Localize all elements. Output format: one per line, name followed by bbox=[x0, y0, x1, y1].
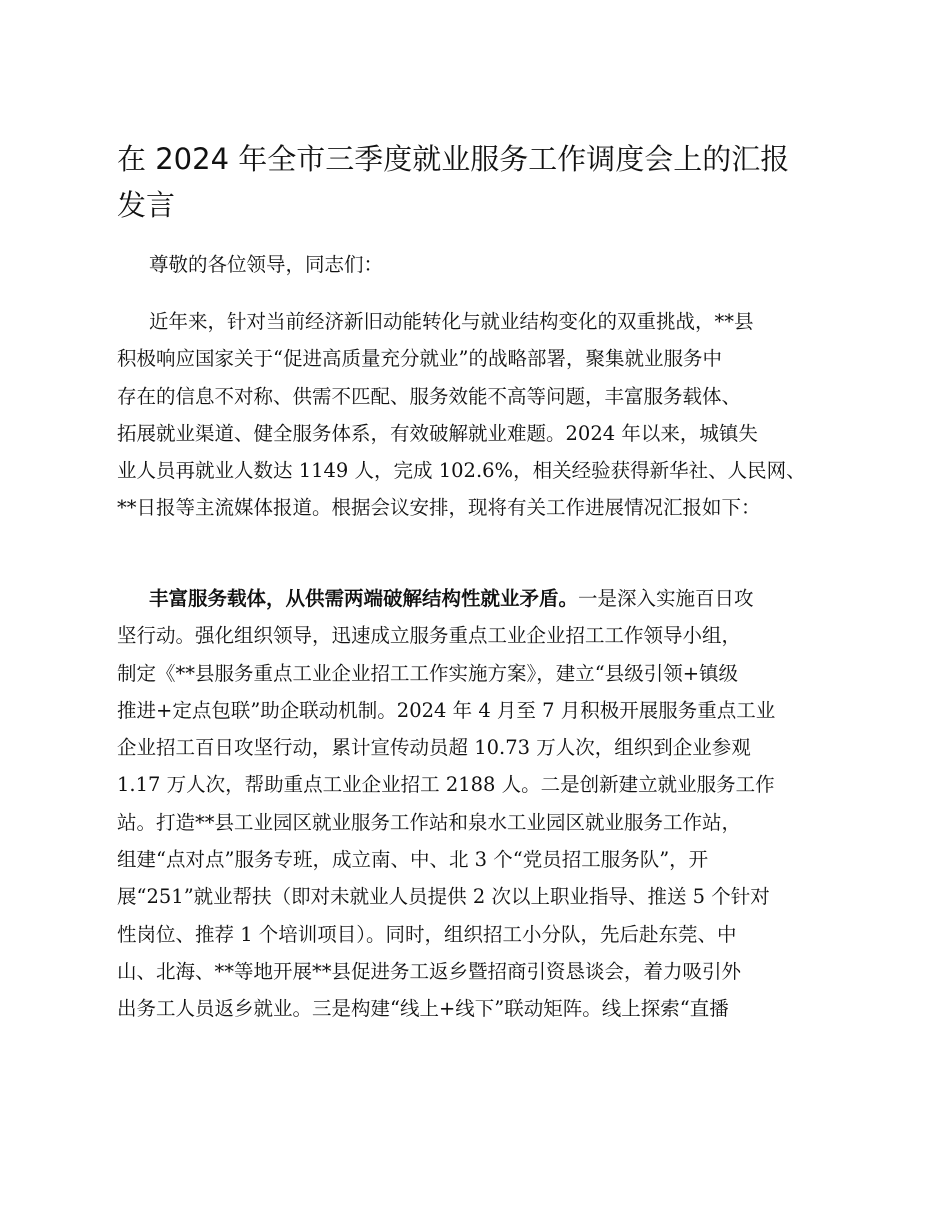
text-line: **日报等主流媒体报道。根据会议安排，现将有关工作进展情况汇报如下： bbox=[117, 496, 761, 520]
text-line: 出务工人员返乡就业。三是构建“线上+线下”联动矩阵。线上探索“直播 bbox=[117, 997, 729, 1021]
document-title bbox=[117, 136, 837, 228]
section-1-first-line-text: 一是深入实施百日攻 bbox=[578, 587, 754, 610]
text-line: 拓展就业渠道、健全服务体系，有效破解就业难题。2024 年以来，城镇失 bbox=[117, 421, 758, 445]
text-line: 制定《**县服务重点工业企业招工工作实施方案》，建立“县级引领+镇级 bbox=[117, 661, 739, 685]
text-line: 站。打造**县工业园区就业服务工作站和泉水工业园区就业服务工作站， bbox=[117, 810, 742, 834]
greeting-text: 尊敬的各位领导，同志们： bbox=[149, 253, 384, 276]
text-line: 推进+定点包联”助企联动机制。2024 年 4 月至 7 月积极开展服务重点工业 bbox=[117, 698, 776, 722]
title-line: 发言 bbox=[117, 188, 176, 222]
intro-paragraph bbox=[117, 303, 837, 527]
title-line: 在 2024 年全市三季度就业服务工作调度会上的汇报 bbox=[117, 142, 790, 176]
text-line: 业人员再就业人数达 1149 人，完成 102.6%，相关经验获得新华社、人民网、 bbox=[117, 459, 806, 483]
text-line: 存在的信息不对称、供需不匹配、服务效能不高等问题，丰富服务载体、 bbox=[117, 384, 742, 408]
greeting-paragraph bbox=[117, 246, 837, 283]
text-line bbox=[117, 580, 837, 617]
text-line: 企业招工百日攻坚行动，累计宣传动员超 10.73 万人次，组织到企业参观 bbox=[117, 736, 751, 760]
text-line: 组建“点对点”服务专班，成立南、中、北 3 个“党员招工服务队”，开 bbox=[117, 848, 709, 872]
text-line: 1.17 万人次，帮助重点工业企业招工 2188 人。二是创新建立就业服务工作 bbox=[117, 773, 775, 797]
text-line: 坚行动。强化组织领导，迅速成立服务重点工业企业招工工作领导小组， bbox=[117, 624, 742, 648]
section-1-paragraph bbox=[117, 580, 837, 1028]
section-1-heading: 丰富服务载体，从供需两端破解结构性就业矛盾。 bbox=[149, 587, 579, 610]
text-line: 近年来，针对当前经济新旧动能转化与就业结构变化的双重挑战，**县 bbox=[149, 310, 754, 333]
text-line: 展“251”就业帮扶（即对未就业人员提供 2 次以上职业指导、推送 5 个针对 bbox=[117, 885, 770, 909]
text-line: 山、北海、**等地开展**县促进务工返乡暨招商引资恳谈会，着力吸引外 bbox=[117, 959, 742, 983]
text-line: 积极响应国家关于“促进高质量充分就业”的战略部署，聚集就业服务中 bbox=[117, 347, 722, 371]
text-line: 性岗位、推荐 1 个培训项目）。同时，组织招工小分队，先后赴东莞、中 bbox=[117, 922, 737, 946]
